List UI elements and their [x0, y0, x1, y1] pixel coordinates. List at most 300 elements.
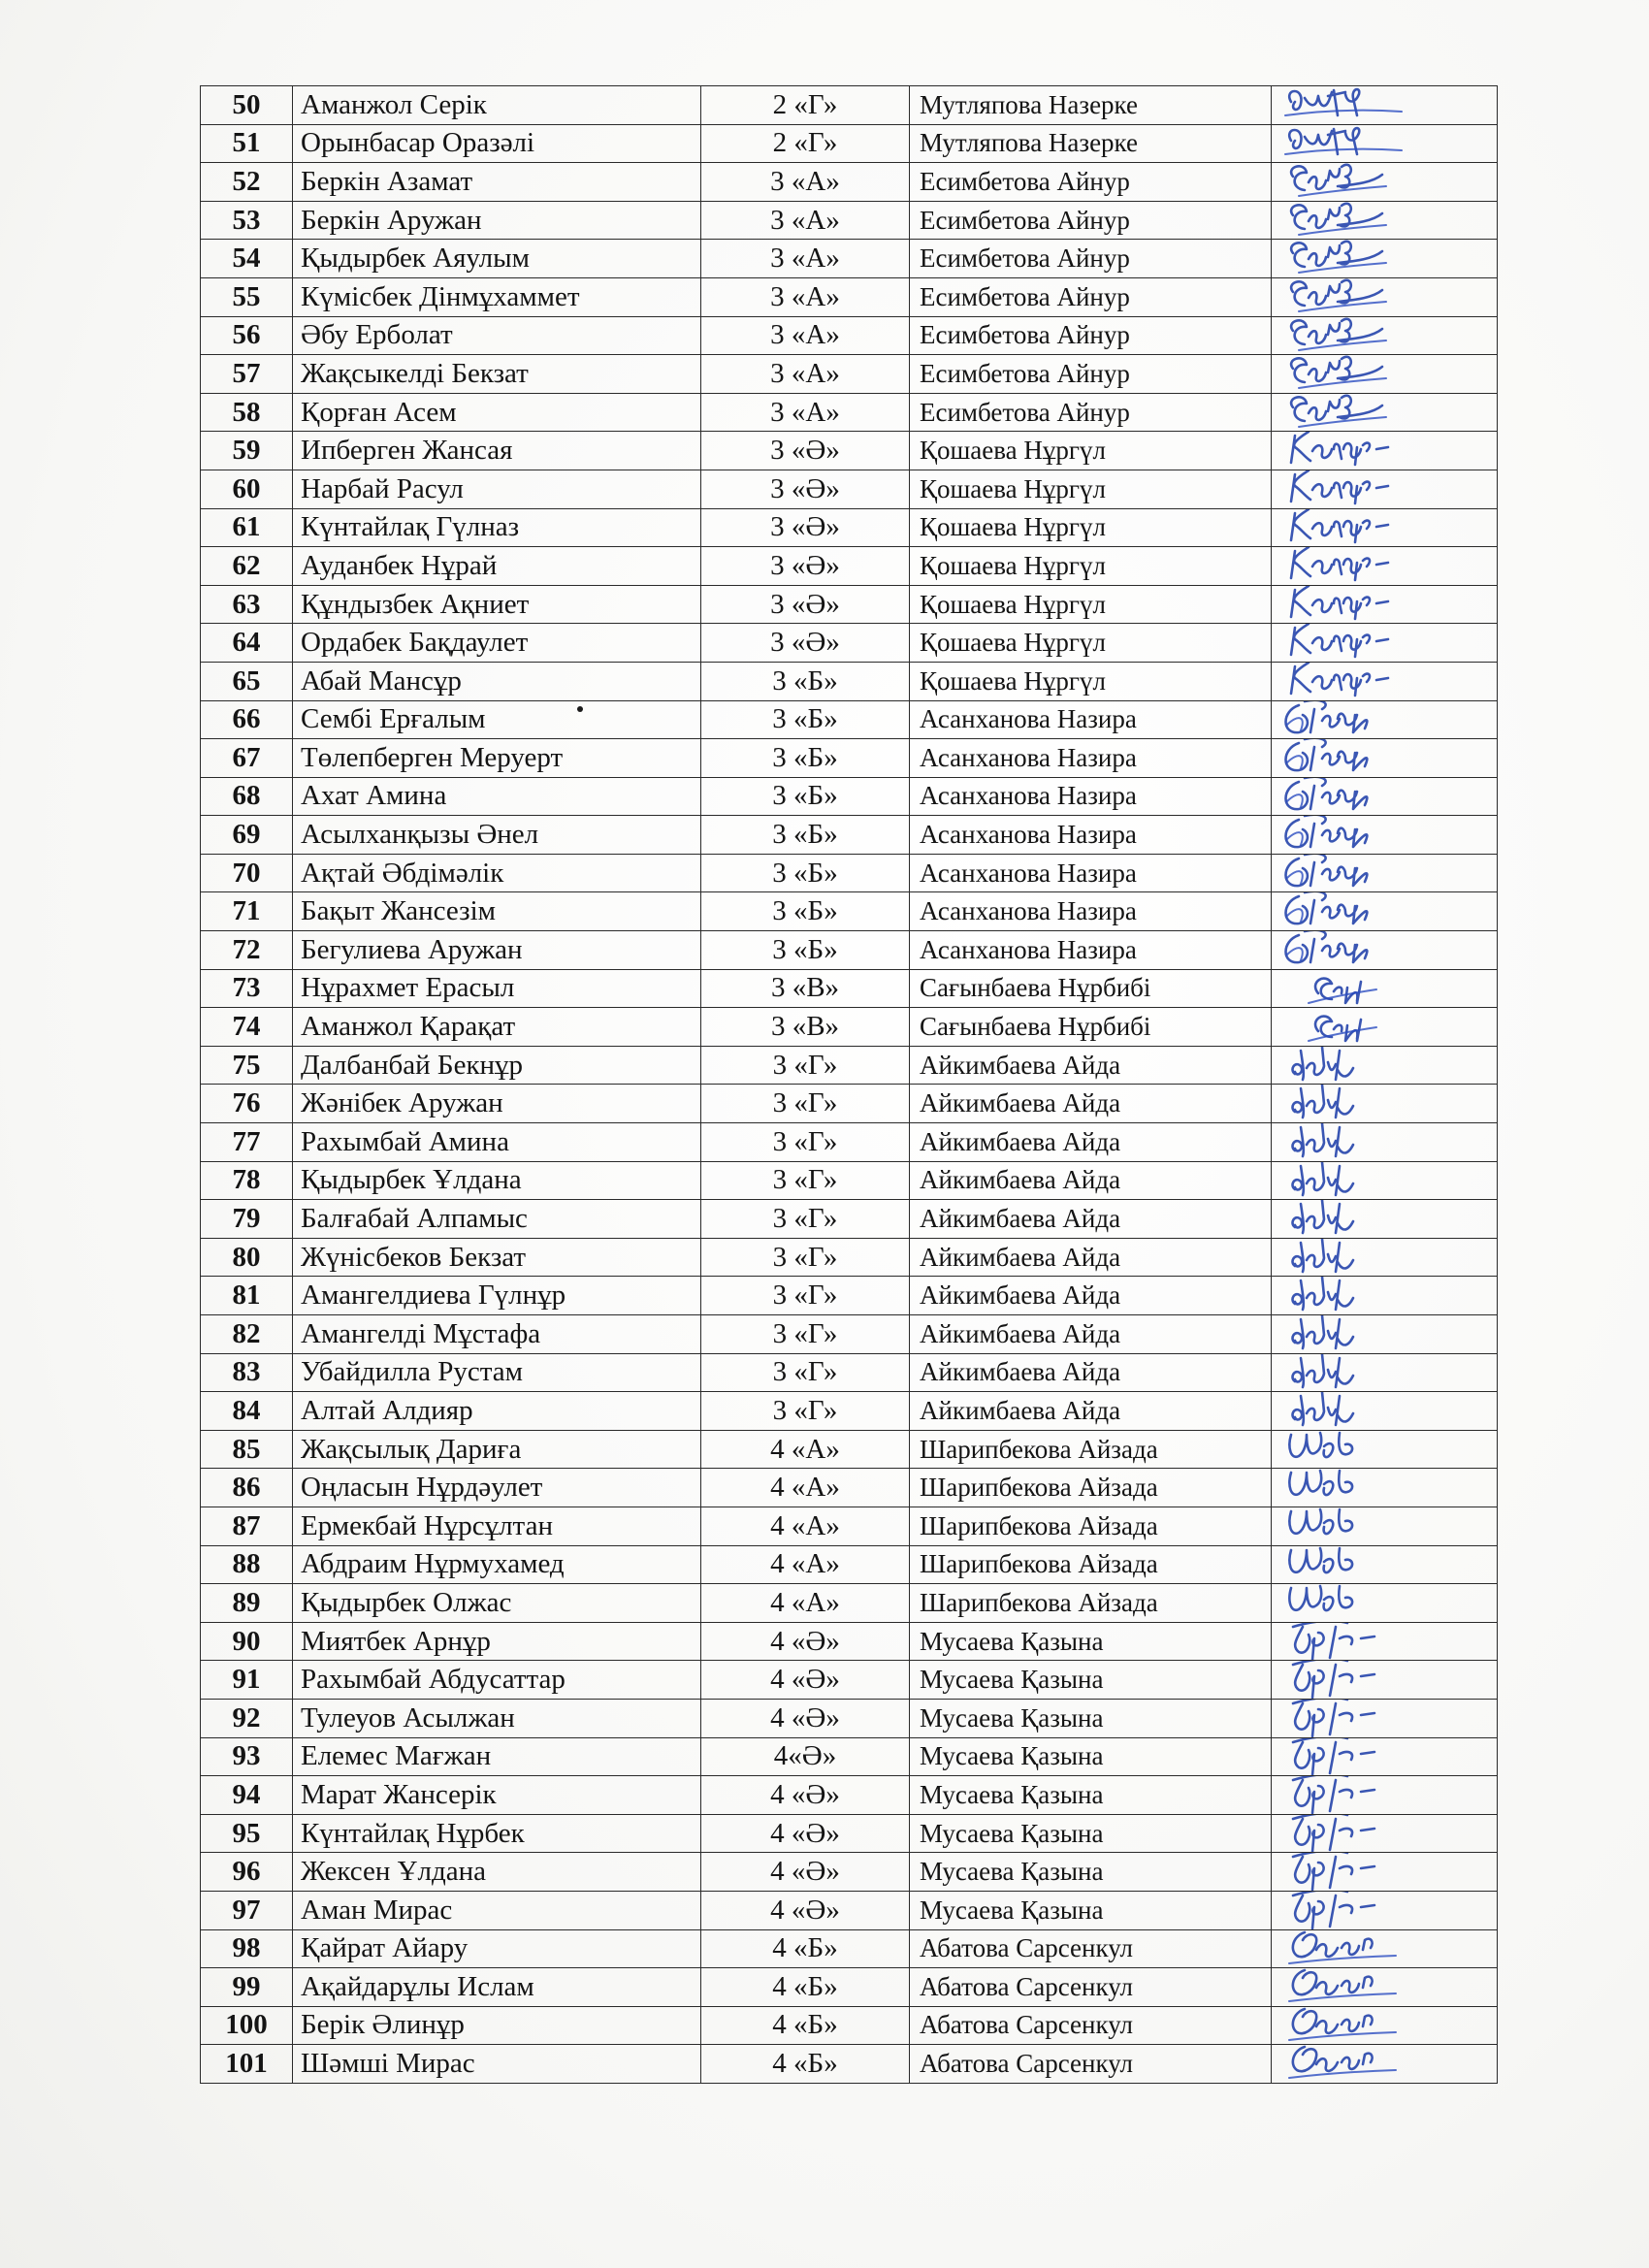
teacher-name: Мусаева Қазына — [910, 1622, 1272, 1661]
teacher-name: Шарипбекова Айзада — [910, 1507, 1272, 1545]
handwritten-signature-icon — [1279, 969, 1425, 1008]
roster-body — [201, 86, 1498, 2084]
student-name: Жақсылық Дариға — [293, 1430, 701, 1469]
student-number: 70 — [201, 854, 293, 892]
handwritten-signature-icon — [1279, 1584, 1425, 1623]
student-name: Нұрахмет Ерасыл — [293, 969, 701, 1008]
class-grade: 4 «Б» — [701, 2006, 910, 2045]
student-name: Шәмші Мирас — [293, 2045, 701, 2084]
student-number: 95 — [201, 1814, 293, 1853]
teacher-name: Есимбетова Айнур — [910, 163, 1272, 202]
student-number: 51 — [201, 124, 293, 163]
student-name: Бегулиева Аружан — [293, 931, 701, 970]
teacher-name: Сағынбаева Нұрбибі — [910, 1008, 1272, 1047]
teacher-name: Есимбетова Айнур — [910, 393, 1272, 432]
class-grade: 4 «Ә» — [701, 1699, 910, 1737]
handwritten-signature-icon — [1279, 662, 1425, 700]
teacher-name: Мусаева Қазына — [910, 1737, 1272, 1776]
student-name: Убайдилла Рустам — [293, 1353, 701, 1392]
student-name: Қыдырбек Олжас — [293, 1584, 701, 1623]
student-name: Орынбасар Оразәлі — [293, 124, 701, 163]
class-grade: 3 «Б» — [701, 739, 910, 778]
teacher-name: Қошаева Нұргүл — [910, 470, 1272, 508]
student-number: 78 — [201, 1161, 293, 1200]
signature-cell — [1272, 1392, 1498, 1431]
teacher-name: Асанханова Назира — [910, 700, 1272, 739]
class-grade: 3 «Б» — [701, 854, 910, 892]
handwritten-signature-icon — [1279, 1277, 1425, 1315]
table-row — [201, 1315, 1498, 1354]
student-name: Ермекбай Нұрсұлтан — [293, 1507, 701, 1545]
signature-cell — [1272, 1353, 1498, 1392]
handwritten-signature-icon — [1279, 1238, 1425, 1277]
table-row — [201, 1853, 1498, 1892]
student-number: 89 — [201, 1584, 293, 1623]
student-number: 98 — [201, 1929, 293, 1968]
table-row — [201, 1392, 1498, 1431]
student-number: 99 — [201, 1968, 293, 2007]
class-grade: 4 «Ә» — [701, 1661, 910, 1700]
table-row — [201, 585, 1498, 624]
class-grade: 4«Ә» — [701, 1737, 910, 1776]
student-name: Аманжол Серік — [293, 86, 701, 125]
signature-cell — [1272, 1545, 1498, 1584]
signature-cell — [1272, 277, 1498, 316]
class-grade: 4 «А» — [701, 1545, 910, 1584]
student-number: 72 — [201, 931, 293, 970]
signature-cell — [1272, 816, 1498, 855]
signature-cell — [1272, 1430, 1498, 1469]
signature-cell — [1272, 2006, 1498, 2045]
table-row — [201, 201, 1498, 240]
student-name: Беркін Аружан — [293, 201, 701, 240]
handwritten-signature-icon — [1279, 1085, 1425, 1123]
signature-cell — [1272, 124, 1498, 163]
teacher-name: Қошаева Нұргүл — [910, 547, 1272, 586]
student-number: 54 — [201, 240, 293, 278]
class-grade: 3 «Б» — [701, 700, 910, 739]
student-number: 69 — [201, 816, 293, 855]
student-name: Қайрат Айару — [293, 1929, 701, 1968]
student-number: 63 — [201, 585, 293, 624]
handwritten-signature-icon — [1279, 1776, 1425, 1815]
student-number: 85 — [201, 1430, 293, 1469]
student-name: Күмісбек Дінмұхаммет — [293, 277, 701, 316]
student-name: Миятбек Арнұр — [293, 1622, 701, 1661]
class-grade: 3 «Г» — [701, 1238, 910, 1277]
handwritten-signature-icon — [1279, 201, 1425, 240]
teacher-name: Мусаева Қазына — [910, 1776, 1272, 1815]
teacher-name: Асанханова Назира — [910, 739, 1272, 778]
teacher-name: Абатова Сарсенкул — [910, 1929, 1272, 1968]
table-row — [201, 432, 1498, 470]
table-row — [201, 1238, 1498, 1277]
handwritten-signature-icon — [1279, 1507, 1425, 1545]
student-name: Қыдырбек Аяулым — [293, 240, 701, 278]
student-name: Жексен Ұлдана — [293, 1853, 701, 1892]
signature-cell — [1272, 1277, 1498, 1315]
student-number: 84 — [201, 1392, 293, 1431]
student-name: Асылханқызы Әнел — [293, 816, 701, 855]
student-name: Сембі Ерғалым — [293, 700, 701, 739]
table-row — [201, 393, 1498, 432]
teacher-name: Абатова Сарсенкул — [910, 2006, 1272, 2045]
signature-cell — [1272, 1584, 1498, 1623]
teacher-name: Айкимбаева Айда — [910, 1085, 1272, 1123]
teacher-name: Есимбетова Айнур — [910, 355, 1272, 394]
teacher-name: Айкимбаева Айда — [910, 1200, 1272, 1239]
signature-cell — [1272, 1776, 1498, 1815]
student-name: Абай Мансұр — [293, 662, 701, 700]
table-row — [201, 1929, 1498, 1968]
signature-cell — [1272, 1123, 1498, 1162]
student-number: 93 — [201, 1737, 293, 1776]
student-name: Жәнібек Аружан — [293, 1085, 701, 1123]
student-number: 50 — [201, 86, 293, 125]
signature-cell — [1272, 355, 1498, 394]
table-row — [201, 355, 1498, 394]
signature-cell — [1272, 777, 1498, 816]
signature-cell — [1272, 969, 1498, 1008]
table-row — [201, 316, 1498, 355]
handwritten-signature-icon — [1279, 1008, 1425, 1047]
student-number: 94 — [201, 1776, 293, 1815]
student-name: Алтай Алдияр — [293, 1392, 701, 1431]
table-row — [201, 1469, 1498, 1507]
class-grade: 3 «В» — [701, 1008, 910, 1047]
class-grade: 4 «Ә» — [701, 1891, 910, 1929]
signature-cell — [1272, 316, 1498, 355]
table-row — [201, 969, 1498, 1008]
teacher-name: Мутляпова Назерке — [910, 86, 1272, 125]
handwritten-signature-icon — [1279, 393, 1425, 432]
student-number: 65 — [201, 662, 293, 700]
handwritten-signature-icon — [1279, 1622, 1425, 1661]
student-name: Аманжол Қарақат — [293, 1008, 701, 1047]
student-number: 53 — [201, 201, 293, 240]
handwritten-signature-icon — [1279, 1430, 1425, 1469]
teacher-name: Сағынбаева Нұрбибі — [910, 969, 1272, 1008]
student-number: 97 — [201, 1891, 293, 1929]
table-row — [201, 1085, 1498, 1123]
signature-cell — [1272, 1661, 1498, 1700]
student-number: 66 — [201, 700, 293, 739]
teacher-name: Мусаева Қазына — [910, 1699, 1272, 1737]
teacher-name: Шарипбекова Айзада — [910, 1584, 1272, 1623]
student-number: 100 — [201, 2006, 293, 2045]
signature-cell — [1272, 739, 1498, 778]
table-row — [201, 2045, 1498, 2084]
handwritten-signature-icon — [1279, 1699, 1425, 1737]
signature-cell — [1272, 1814, 1498, 1853]
student-number: 88 — [201, 1545, 293, 1584]
signature-cell — [1272, 931, 1498, 970]
signature-cell — [1272, 1507, 1498, 1545]
student-number: 82 — [201, 1315, 293, 1354]
student-name: Беркін Азамат — [293, 163, 701, 202]
class-grade: 3 «А» — [701, 277, 910, 316]
class-grade: 3 «Ә» — [701, 432, 910, 470]
signature-cell — [1272, 1929, 1498, 1968]
table-row — [201, 1353, 1498, 1392]
teacher-name: Айкимбаева Айда — [910, 1353, 1272, 1392]
student-number: 91 — [201, 1661, 293, 1700]
teacher-name: Шарипбекова Айзада — [910, 1469, 1272, 1507]
class-grade: 4 «Ә» — [701, 1853, 910, 1892]
signature-cell — [1272, 1853, 1498, 1892]
class-grade: 3 «Г» — [701, 1315, 910, 1354]
class-grade: 3 «А» — [701, 201, 910, 240]
teacher-name: Асанханова Назира — [910, 892, 1272, 931]
signature-cell — [1272, 470, 1498, 508]
class-grade: 3 «Ә» — [701, 547, 910, 586]
handwritten-signature-icon — [1279, 1046, 1425, 1085]
table-row — [201, 1891, 1498, 1929]
class-grade: 3 «Ә» — [701, 624, 910, 663]
table-row — [201, 1430, 1498, 1469]
teacher-name: Асанханова Назира — [910, 931, 1272, 970]
table-row — [201, 1699, 1498, 1737]
table-row — [201, 662, 1498, 700]
class-grade: 4 «Б» — [701, 2045, 910, 2084]
student-number: 61 — [201, 508, 293, 547]
student-name: Ахат Амина — [293, 777, 701, 816]
student-number: 76 — [201, 1085, 293, 1123]
teacher-name: Айкимбаева Айда — [910, 1277, 1272, 1315]
signature-cell — [1272, 2045, 1498, 2084]
teacher-name: Есимбетова Айнур — [910, 277, 1272, 316]
class-grade: 2 «Г» — [701, 86, 910, 125]
signature-cell — [1272, 892, 1498, 931]
teacher-name: Айкимбаева Айда — [910, 1123, 1272, 1162]
handwritten-signature-icon — [1279, 1814, 1425, 1853]
student-number: 77 — [201, 1123, 293, 1162]
student-name: Ақайдарұлы Ислам — [293, 1968, 701, 2007]
student-name: Оңласын Нұрдәулет — [293, 1469, 701, 1507]
handwritten-signature-icon — [1279, 1853, 1425, 1892]
table-row — [201, 624, 1498, 663]
class-grade: 3 «В» — [701, 969, 910, 1008]
student-name: Елемес Мағжан — [293, 1737, 701, 1776]
signature-cell — [1272, 624, 1498, 663]
signature-cell — [1272, 1085, 1498, 1123]
handwritten-signature-icon — [1279, 892, 1425, 931]
table-row — [201, 240, 1498, 278]
handwritten-signature-icon — [1279, 355, 1425, 394]
student-name: Марат Жансерік — [293, 1776, 701, 1815]
class-grade: 3 «Г» — [701, 1161, 910, 1200]
class-grade: 4 «Б» — [701, 1929, 910, 1968]
table-row — [201, 1161, 1498, 1200]
student-name: Нарбай Расул — [293, 470, 701, 508]
student-number: 60 — [201, 470, 293, 508]
signature-cell — [1272, 1891, 1498, 1929]
table-row — [201, 470, 1498, 508]
table-row — [201, 1008, 1498, 1047]
signature-cell — [1272, 163, 1498, 202]
student-name: Күнтайлақ Нұрбек — [293, 1814, 701, 1853]
table-row — [201, 508, 1498, 547]
table-row — [201, 1622, 1498, 1661]
handwritten-signature-icon — [1279, 1392, 1425, 1431]
table-row — [201, 1046, 1498, 1085]
student-name: Берік Әлинұр — [293, 2006, 701, 2045]
handwritten-signature-icon — [1279, 508, 1425, 547]
student-name: Далбанбай Бекнұр — [293, 1046, 701, 1085]
teacher-name: Асанханова Назира — [910, 777, 1272, 816]
student-name: Әбу Ерболат — [293, 316, 701, 355]
handwritten-signature-icon — [1279, 1315, 1425, 1354]
teacher-name: Мусаева Қазына — [910, 1814, 1272, 1853]
table-row — [201, 1584, 1498, 1623]
handwritten-signature-icon — [1279, 547, 1425, 586]
student-name: Абдраим Нұрмухамед — [293, 1545, 701, 1584]
teacher-name: Айкимбаева Айда — [910, 1238, 1272, 1277]
student-name: Бақыт Жансезім — [293, 892, 701, 931]
class-grade: 4 «Ә» — [701, 1814, 910, 1853]
student-name: Қыдырбек Ұлдана — [293, 1161, 701, 1200]
table-row — [201, 2006, 1498, 2045]
signature-cell — [1272, 1238, 1498, 1277]
teacher-name: Мусаева Қазына — [910, 1853, 1272, 1892]
class-grade: 4 «Ә» — [701, 1622, 910, 1661]
student-name: Балғабай Алпамыс — [293, 1200, 701, 1239]
student-number: 57 — [201, 355, 293, 394]
class-grade: 3 «А» — [701, 355, 910, 394]
signature-cell — [1272, 1200, 1498, 1239]
student-number: 92 — [201, 1699, 293, 1737]
class-grade: 3 «Г» — [701, 1200, 910, 1239]
handwritten-signature-icon — [1279, 124, 1425, 163]
class-grade: 3 «Ә» — [701, 585, 910, 624]
class-grade: 3 «Ә» — [701, 470, 910, 508]
teacher-name: Мусаева Қазына — [910, 1661, 1272, 1700]
class-grade: 3 «Б» — [701, 816, 910, 855]
signature-cell — [1272, 854, 1498, 892]
handwritten-signature-icon — [1279, 1123, 1425, 1162]
teacher-name: Айкимбаева Айда — [910, 1161, 1272, 1200]
handwritten-signature-icon — [1279, 931, 1425, 970]
table-row — [201, 163, 1498, 202]
student-number: 75 — [201, 1046, 293, 1085]
handwritten-signature-icon — [1279, 277, 1425, 316]
student-number: 56 — [201, 316, 293, 355]
handwritten-signature-icon — [1279, 1929, 1425, 1968]
class-grade: 2 «Г» — [701, 124, 910, 163]
table-row — [201, 547, 1498, 586]
table-row — [201, 1814, 1498, 1853]
student-name: Төлепберген Меруерт — [293, 739, 701, 778]
student-name: Ипберген Жансая — [293, 432, 701, 470]
student-name: Қорған Асем — [293, 393, 701, 432]
table-row — [201, 277, 1498, 316]
student-name: Құндызбек Ақниет — [293, 585, 701, 624]
teacher-name: Есимбетова Айнур — [910, 201, 1272, 240]
handwritten-signature-icon — [1279, 2045, 1425, 2084]
table-row — [201, 86, 1498, 125]
handwritten-signature-icon — [1279, 854, 1425, 892]
signature-cell — [1272, 86, 1498, 125]
handwritten-signature-icon — [1279, 1469, 1425, 1507]
signature-cell — [1272, 1046, 1498, 1085]
teacher-name: Абатова Сарсенкул — [910, 2045, 1272, 2084]
student-name: Ауданбек Нұрай — [293, 547, 701, 586]
student-name: Рахымбай Абдусаттар — [293, 1661, 701, 1700]
class-grade: 3 «Г» — [701, 1046, 910, 1085]
student-name: Ақтай Әбдімәлік — [293, 854, 701, 892]
student-number: 68 — [201, 777, 293, 816]
table-row — [201, 1123, 1498, 1162]
handwritten-signature-icon — [1279, 2006, 1425, 2045]
handwritten-signature-icon — [1279, 1353, 1425, 1392]
signature-cell — [1272, 547, 1498, 586]
table-row — [201, 1545, 1498, 1584]
student-number: 101 — [201, 2045, 293, 2084]
signature-cell — [1272, 508, 1498, 547]
teacher-name: Қошаева Нұргүл — [910, 585, 1272, 624]
handwritten-signature-icon — [1279, 777, 1425, 816]
student-name: Рахымбай Амина — [293, 1123, 701, 1162]
student-number: 90 — [201, 1622, 293, 1661]
handwritten-signature-icon — [1279, 1161, 1425, 1200]
class-grade: 4 «А» — [701, 1430, 910, 1469]
handwritten-signature-icon — [1279, 1737, 1425, 1776]
table-row — [201, 892, 1498, 931]
handwritten-signature-icon — [1279, 1200, 1425, 1239]
table-row — [201, 1776, 1498, 1815]
teacher-name: Қошаева Нұргүл — [910, 624, 1272, 663]
class-grade: 3 «Б» — [701, 892, 910, 931]
signature-cell — [1272, 1737, 1498, 1776]
student-number: 81 — [201, 1277, 293, 1315]
class-grade: 3 «Б» — [701, 777, 910, 816]
teacher-name: Қошаева Нұргүл — [910, 432, 1272, 470]
student-number: 83 — [201, 1353, 293, 1392]
class-grade: 4 «Б» — [701, 1968, 910, 2007]
class-grade: 4 «А» — [701, 1584, 910, 1623]
teacher-name: Қошаева Нұргүл — [910, 662, 1272, 700]
signature-cell — [1272, 1008, 1498, 1047]
class-grade: 4 «А» — [701, 1507, 910, 1545]
teacher-name: Асанханова Назира — [910, 854, 1272, 892]
class-grade: 4 «Ә» — [701, 1776, 910, 1815]
handwritten-signature-icon — [1279, 432, 1425, 470]
student-number: 73 — [201, 969, 293, 1008]
handwritten-signature-icon — [1279, 86, 1425, 125]
signature-cell — [1272, 585, 1498, 624]
handwritten-signature-icon — [1279, 739, 1425, 778]
student-name: Жақсыкелді Бекзат — [293, 355, 701, 394]
handwritten-signature-icon — [1279, 316, 1425, 355]
teacher-name: Абатова Сарсенкул — [910, 1968, 1272, 2007]
class-grade: 3 «Г» — [701, 1353, 910, 1392]
handwritten-signature-icon — [1279, 163, 1425, 202]
table-row — [201, 854, 1498, 892]
student-name: Тулеуов Асылжан — [293, 1699, 701, 1737]
student-number: 64 — [201, 624, 293, 663]
handwritten-signature-icon — [1279, 1891, 1425, 1929]
handwritten-signature-icon — [1279, 1968, 1425, 2007]
student-number: 79 — [201, 1200, 293, 1239]
student-name: Амангелдиева Гүлнұр — [293, 1277, 701, 1315]
student-name: Аман Мирас — [293, 1891, 701, 1929]
signature-cell — [1272, 201, 1498, 240]
teacher-name: Шарипбекова Айзада — [910, 1430, 1272, 1469]
class-grade: 3 «Г» — [701, 1085, 910, 1123]
student-name: Амангелді Мұстафа — [293, 1315, 701, 1354]
signature-cell — [1272, 1469, 1498, 1507]
table-row — [201, 1277, 1498, 1315]
